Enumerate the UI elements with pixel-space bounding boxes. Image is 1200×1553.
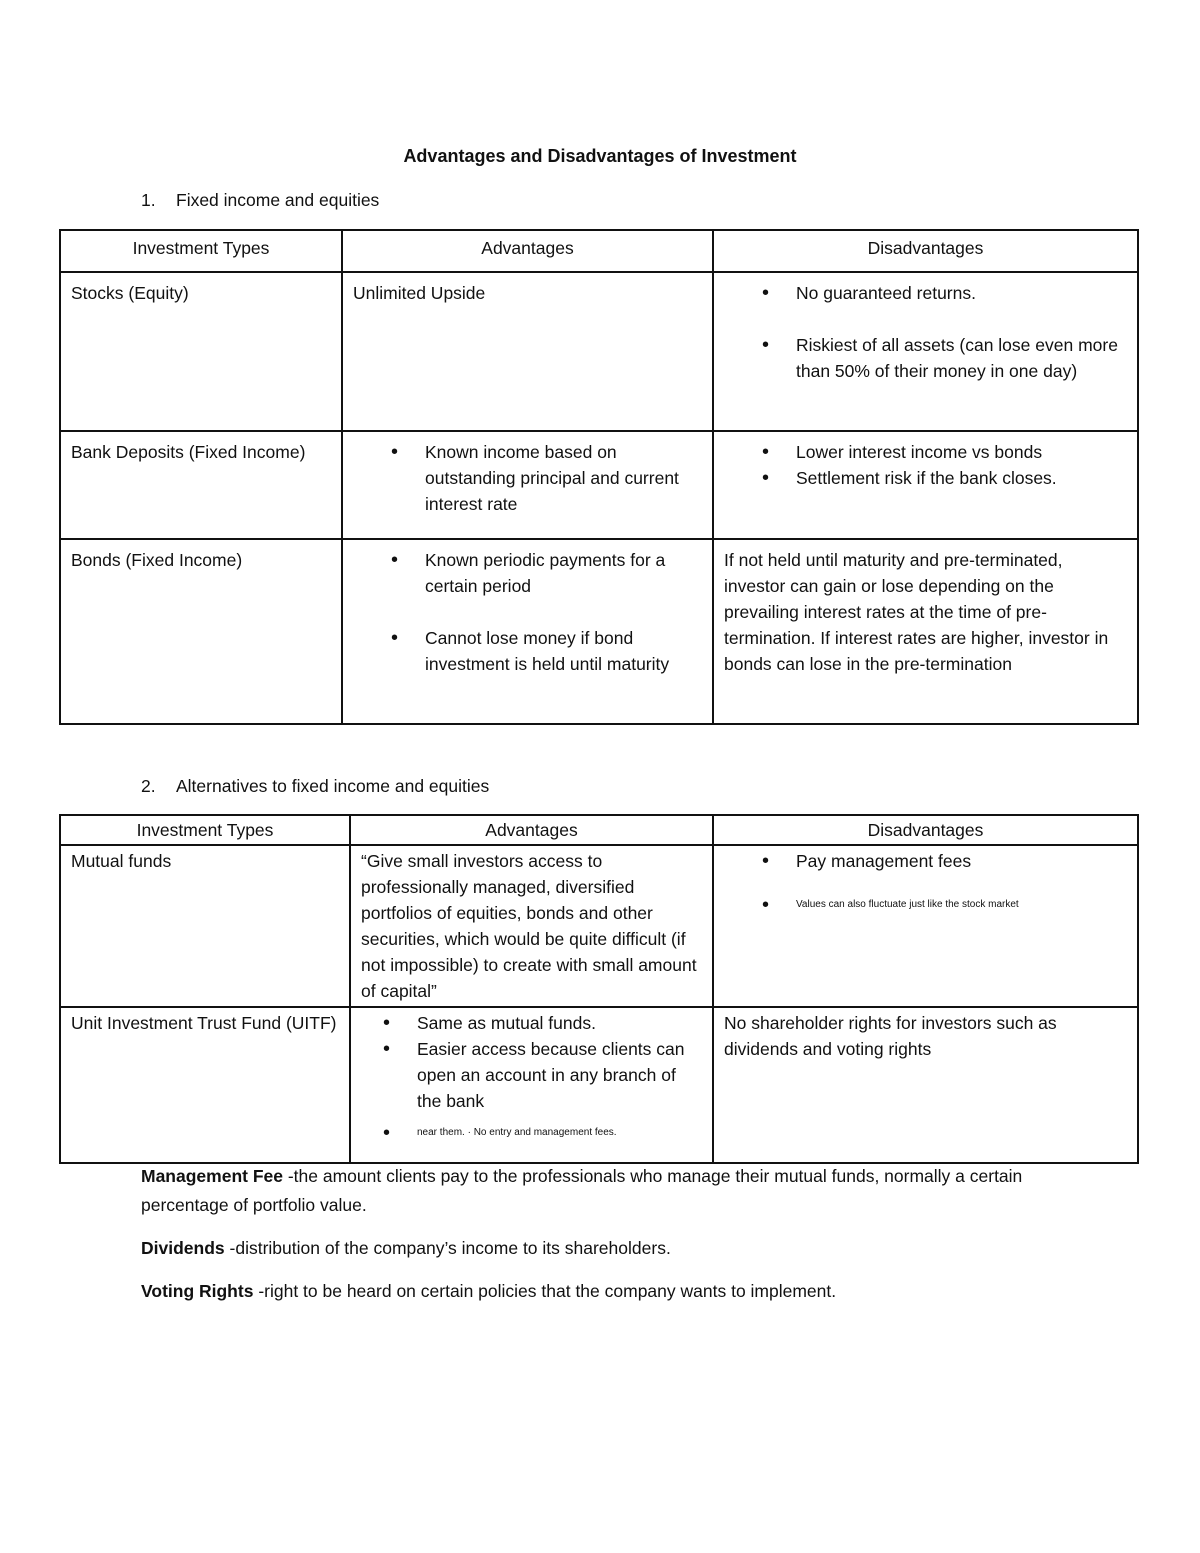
list-item: • Known periodic payments for a certain period	[353, 547, 702, 599]
definitions	[141, 1162, 1041, 1306]
section-2-heading	[141, 773, 489, 799]
header-investment-types: Investment Types	[60, 230, 342, 272]
definition-term: Dividends	[141, 1238, 225, 1258]
header-advantages: Advantages	[350, 815, 713, 845]
fixed-income-equities-table	[59, 229, 1139, 725]
header-disadvantages: Disadvantages	[713, 815, 1138, 845]
table-row	[60, 539, 1138, 724]
header-disadvantages: Disadvantages	[713, 230, 1138, 272]
list-item: • Pay management fees	[724, 848, 1127, 874]
list-item: • near them. · No entry and management fees.	[361, 1120, 702, 1146]
advantages-cell	[350, 1007, 713, 1163]
document-title: Advantages and Disadvantages of Investment	[403, 146, 797, 166]
table-row	[60, 1007, 1138, 1163]
header-investment-types: Investment Types	[60, 815, 350, 845]
list-item: • Lower interest income vs bonds	[724, 439, 1127, 465]
section-2-heading-text: Alternatives to fixed income and equities	[176, 776, 490, 796]
list-item: • Values can also fluctuate just like the stock market	[724, 892, 1127, 918]
advantages-cell: Unlimited Upside	[342, 272, 713, 431]
table-row	[60, 845, 1138, 1007]
disadvantages-cell	[713, 431, 1138, 539]
table-header-row	[60, 815, 1138, 845]
advantages-cell	[342, 431, 713, 539]
definition-dividends	[141, 1234, 1041, 1263]
section-1-number: 1.	[141, 190, 156, 210]
table-header-row	[60, 230, 1138, 272]
section-1-heading	[141, 187, 379, 213]
definition-voting-rights	[141, 1277, 1041, 1306]
definition-text: -the amount clients pay to the professionals who manage their mutual funds, normally a certain percentage of portfolio value.	[141, 1166, 1023, 1215]
list-item: • Riskiest of all assets (can lose even more than 50% of their money in one day)	[724, 332, 1127, 384]
table-row	[60, 431, 1138, 539]
list-item: • Known income based on outstanding principal and current interest rate	[353, 439, 702, 517]
list-item: • Settlement risk if the bank closes.	[724, 465, 1127, 491]
definition-management-fee	[141, 1162, 1041, 1220]
list-item: • Same as mutual funds.	[361, 1010, 702, 1036]
disadvantages-cell	[713, 845, 1138, 1007]
definition-term: Voting Rights	[141, 1281, 254, 1301]
investment-type-cell: Bank Deposits (Fixed Income)	[60, 431, 342, 539]
investment-type-cell: Bonds (Fixed Income)	[60, 539, 342, 724]
investment-type-cell: Mutual funds	[60, 845, 350, 1007]
definition-term: Management Fee	[141, 1166, 283, 1186]
advantages-cell: “Give small investors access to professionally managed, diversified portfolios of equities, bonds and other securities, which would be quite difficult (if not impossible) to create with small amount of capital”	[350, 845, 713, 1007]
alternatives-table	[59, 814, 1139, 1164]
disadvantages-cell: If not held until maturity and pre-terminated, investor can gain or lose depending on the prevailing interest rates at the time of pre-termination. If interest rates are higher, investor in bonds can lose in the pre-termination	[713, 539, 1138, 724]
section-2-number: 2.	[141, 776, 156, 796]
definition-text: -distribution of the company’s income to its shareholders.	[229, 1238, 671, 1258]
advantages-cell	[342, 539, 713, 724]
disadvantages-cell: No shareholder rights for investors such as dividends and voting rights	[713, 1007, 1138, 1163]
investment-type-cell: Stocks (Equity)	[60, 272, 342, 431]
list-item: • Easier access because clients can open an account in any branch of the bank	[361, 1036, 702, 1114]
disadvantages-cell	[713, 272, 1138, 431]
definition-text: -right to be heard on certain policies that the company wants to implement.	[258, 1281, 837, 1301]
table-row	[60, 272, 1138, 431]
investment-type-cell: Unit Investment Trust Fund (UITF)	[60, 1007, 350, 1163]
list-item: • No guaranteed returns.	[724, 280, 1127, 306]
section-1-heading-text: Fixed income and equities	[176, 190, 380, 210]
header-advantages: Advantages	[342, 230, 713, 272]
list-item: • Cannot lose money if bond investment is held until maturity	[353, 625, 702, 677]
